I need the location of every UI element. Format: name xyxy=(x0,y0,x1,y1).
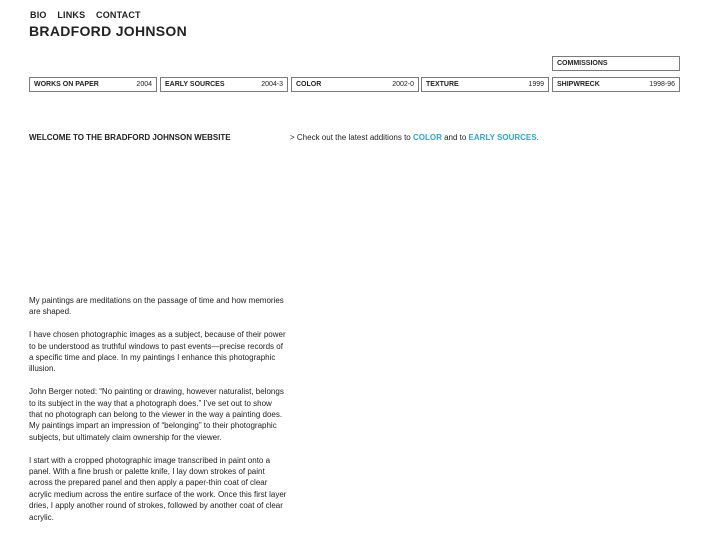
top-nav xyxy=(30,10,149,20)
category-label: TEXTURE xyxy=(426,81,459,88)
category-color[interactable] xyxy=(291,77,419,92)
commissions-label: COMMISSIONS xyxy=(557,60,608,67)
category-years: 2004 xyxy=(136,81,152,88)
category-label: WORKS ON PAPER xyxy=(34,81,99,88)
statement-paragraph: My paintings are meditations on the passage of time and how memories are shaped. xyxy=(29,296,284,317)
category-label: COLOR xyxy=(296,81,322,88)
nav-contact-link[interactable]: CONTACT xyxy=(96,10,141,20)
site-title[interactable]: BRADFORD JOHNSON xyxy=(29,23,188,39)
latest-suffix: . xyxy=(536,133,539,142)
commissions-button[interactable] xyxy=(552,56,680,71)
category-shipwreck[interactable] xyxy=(552,77,680,92)
category-years: 1998-96 xyxy=(649,81,675,88)
statement-paragraph: John Berger noted: “No painting or drawing, however naturalist, belongs to its subject in the way that a photograph does.” I’ve set out to show that no photograph can belong to the viewer in the way a painting does. My paintings impart an impression of “belonging” to their photographic subjects, but ultimately claim ownership for the viewer. xyxy=(29,387,284,442)
category-label: SHIPWRECK xyxy=(557,81,600,88)
nav-links-link[interactable]: LINKS xyxy=(57,10,86,20)
welcome-heading: WELCOME TO THE BRADFORD JOHNSON WEBSITE xyxy=(29,133,231,142)
nav-bio-link[interactable]: BIO xyxy=(30,10,47,20)
color-link[interactable]: COLOR xyxy=(412,133,442,142)
category-years: 1999 xyxy=(528,81,544,88)
category-years: 2002-0 xyxy=(392,81,414,88)
early-sources-link[interactable]: EARLY SOURCES xyxy=(468,133,537,142)
latest-mid: and to xyxy=(441,133,469,142)
latest-additions-note xyxy=(290,133,539,142)
category-works-on-paper[interactable] xyxy=(29,77,157,92)
statement-paragraph: I have chosen photographic images as a subject, because of their power to be understood as truthful windows to past events—precise records of a specific time and place. In my paintings I enhance this photographic illusion. xyxy=(29,330,286,374)
statement-paragraph: I start with a cropped photographic image transcribed in paint onto a panel. With a fine brush or palette knife, I lay down strokes of paint across the prepared panel and then apply a paper-thin coat of clear acrylic medium across the entire surface of the work. Once this first layer dries, I apply another round of strokes, followed by another coat of clear acrylic. xyxy=(29,455,287,522)
category-label: EARLY SOURCES xyxy=(165,81,225,88)
category-early-sources[interactable] xyxy=(160,77,288,92)
category-years: 2004-3 xyxy=(261,81,283,88)
artist-statement xyxy=(29,295,287,534)
category-texture[interactable] xyxy=(421,77,549,92)
latest-prefix: > Check out the latest additions to xyxy=(290,133,413,142)
